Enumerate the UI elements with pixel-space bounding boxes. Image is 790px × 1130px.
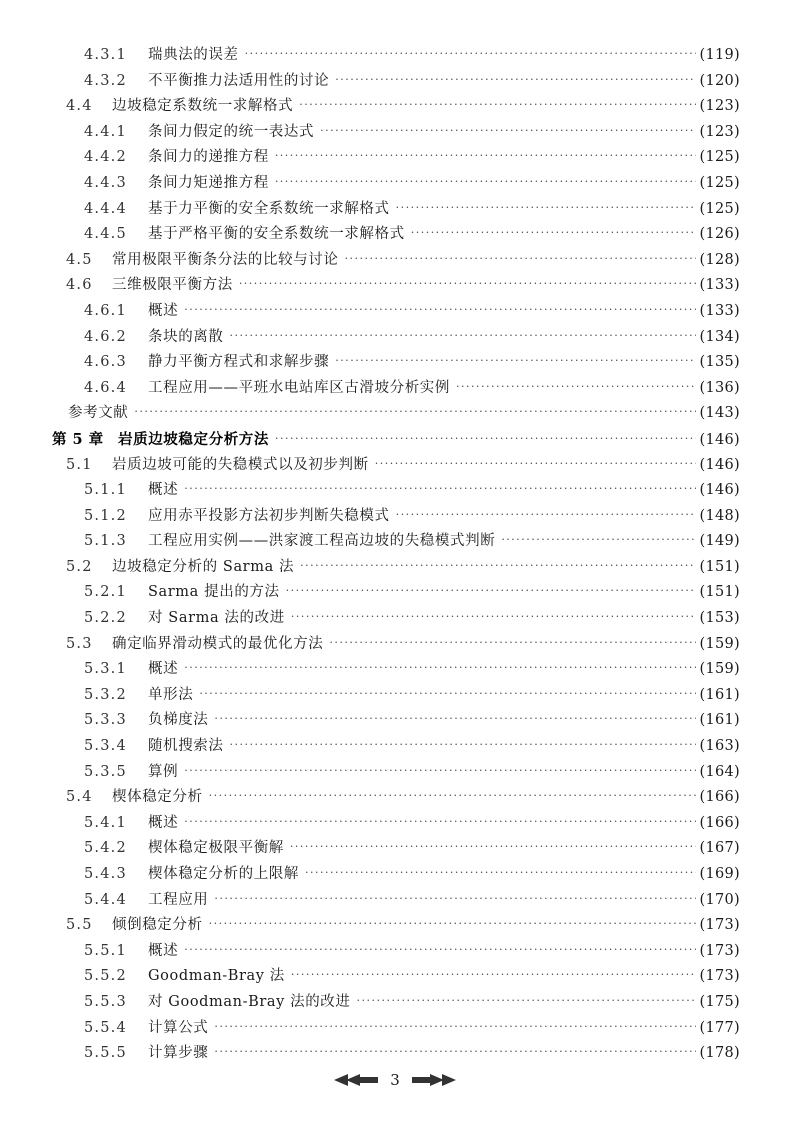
toc-entry-page: (166) xyxy=(699,789,740,806)
toc-entry-number: 5.2.1 xyxy=(84,584,127,601)
dot-leader xyxy=(184,299,695,323)
dot-leader xyxy=(335,350,695,374)
toc-entry-number: 4.6.4 xyxy=(84,379,127,396)
dot-leader xyxy=(275,171,696,195)
toc-entry-number: 5.4 xyxy=(66,789,93,806)
toc-entry xyxy=(52,453,740,479)
toc-entry-title: Sarma 提出的方法 xyxy=(148,584,280,601)
toc-entry-page: (148) xyxy=(699,507,740,524)
toc-entry-title: 概述 xyxy=(148,661,179,678)
toc-entry-number: 4.4.4 xyxy=(84,200,127,217)
toc-entry-number: 5.3.4 xyxy=(84,738,127,755)
toc-entry-page: (149) xyxy=(699,533,740,550)
toc-entry xyxy=(52,145,740,171)
toc-entry-page: (151) xyxy=(699,584,740,601)
toc-entry-page: (169) xyxy=(699,866,740,882)
toc-entry-title: 概述 xyxy=(148,942,179,959)
toc-entry-page: (146) xyxy=(699,431,740,448)
toc-entry-number: 4.5 xyxy=(66,251,93,268)
toc-entry-title: 单形法 xyxy=(148,686,194,703)
dot-leader xyxy=(375,453,696,477)
toc-entry-number: 4.6.2 xyxy=(84,328,127,345)
toc-entry-title: 随机搜索法 xyxy=(148,738,224,755)
page-number: 3 xyxy=(390,1071,400,1089)
dot-leader xyxy=(357,990,696,1014)
dot-leader xyxy=(199,683,695,707)
dot-leader xyxy=(184,939,695,963)
toc-entry-title: 边坡稳定分析的 Sarma 法 xyxy=(112,558,295,575)
toc-entry xyxy=(52,1016,740,1042)
toc-entry xyxy=(52,913,740,939)
toc-entry xyxy=(52,478,740,504)
toc-entry-page: (133) xyxy=(699,277,740,294)
toc-entry-number: 4.6.1 xyxy=(84,302,127,319)
toc-entry-title: 条间力的递推方程 xyxy=(148,149,269,166)
double-right-arrow-icon xyxy=(410,1073,456,1087)
toc-entry-title: 概述 xyxy=(148,482,179,499)
dot-leader xyxy=(230,325,696,349)
dot-leader xyxy=(329,632,695,656)
toc-entry-number: 5.1 xyxy=(66,456,93,473)
toc-entry-number: 5.1.1 xyxy=(84,482,127,499)
toc-entry-number: 5.1.2 xyxy=(84,507,127,524)
toc-entry-page: (161) xyxy=(699,712,740,729)
dot-leader xyxy=(245,43,696,67)
toc-entry xyxy=(52,248,740,274)
toc-entry-title: 边坡稳定系数统一求解格式 xyxy=(112,98,294,115)
toc-entry-number: 5.3 xyxy=(66,635,93,652)
toc-entry-page: (166) xyxy=(699,814,740,831)
toc-entry-title: 计算公式 xyxy=(148,1019,209,1036)
toc-entry xyxy=(52,325,740,351)
toc-entry-number: 5.3.2 xyxy=(84,686,127,703)
toc-entry-page: (177) xyxy=(699,1019,740,1036)
toc-entry xyxy=(52,504,740,530)
dot-leader xyxy=(184,760,695,784)
toc-entry xyxy=(52,734,740,760)
toc-entry-number: 5.4.1 xyxy=(84,814,127,831)
toc-entry xyxy=(52,836,740,862)
toc-entry xyxy=(52,43,740,69)
toc-entry xyxy=(52,376,740,402)
toc-entry-title: 参考文献 xyxy=(68,405,129,422)
toc-entry-number: 5.5.2 xyxy=(84,968,127,985)
toc-entry xyxy=(52,657,740,683)
toc-entry-page: (123) xyxy=(699,98,740,115)
page-footer xyxy=(0,1068,790,1092)
toc-entry xyxy=(52,811,740,837)
toc-entry-title: 对 Sarma 法的改进 xyxy=(148,610,285,627)
toc-entry xyxy=(52,964,740,990)
toc-entry xyxy=(52,120,740,146)
toc-entry-page: (178) xyxy=(699,1045,740,1062)
toc-entry-title: 基于力平衡的安全系数统一求解格式 xyxy=(148,200,390,217)
toc-entry xyxy=(52,401,740,427)
toc-entry xyxy=(52,197,740,223)
dot-leader xyxy=(209,913,696,937)
toc-entry xyxy=(52,990,740,1016)
table-of-contents xyxy=(52,43,740,1067)
toc-entry-page: (173) xyxy=(699,942,740,959)
toc-entry xyxy=(52,632,740,658)
toc-entry-number: 4.6.3 xyxy=(84,354,127,371)
toc-entry-number: 5.5.3 xyxy=(84,993,127,1010)
toc-entry-page: (164) xyxy=(699,763,740,780)
dot-leader xyxy=(184,657,695,681)
toc-entry-title: 常用极限平衡条分法的比较与讨论 xyxy=(112,251,339,268)
toc-entry-page: (128) xyxy=(699,251,740,268)
toc-entry-title: 倾倒稳定分析 xyxy=(112,917,203,934)
toc-entry xyxy=(52,69,740,95)
toc-entry-page: (151) xyxy=(699,558,740,575)
toc-entry-title: 三维极限平衡方法 xyxy=(112,277,233,294)
toc-entry-page: (163) xyxy=(699,738,740,755)
toc-entry-number: 5.3.3 xyxy=(84,712,127,729)
toc-entry-title: 瑞典法的误差 xyxy=(148,47,239,63)
dot-leader xyxy=(209,785,696,809)
toc-entry-page: (120) xyxy=(699,72,740,89)
toc-entry-title: 基于严格平衡的安全系数统一求解格式 xyxy=(148,226,405,243)
toc-entry-title: 工程应用——平班水电站库区古滑坡分析实例 xyxy=(148,379,450,396)
toc-entry-number: 4.6 xyxy=(66,277,93,294)
dot-leader xyxy=(214,1016,695,1040)
toc-entry-number: 4.4.1 xyxy=(84,123,127,140)
dot-leader xyxy=(275,427,696,452)
toc-entry-title: 楔体稳定分析的上限解 xyxy=(148,866,299,882)
toc-entry-number: 4.3.2 xyxy=(84,72,127,89)
toc-entry xyxy=(52,299,740,325)
toc-entry-number: 4.4.2 xyxy=(84,149,127,166)
dot-leader xyxy=(345,248,696,272)
dot-leader xyxy=(291,964,696,988)
toc-entry-page: (134) xyxy=(699,328,740,345)
dot-leader xyxy=(300,555,695,579)
toc-entry-page: (175) xyxy=(699,993,740,1010)
toc-entry xyxy=(52,785,740,811)
toc-entry-page: (136) xyxy=(699,379,740,396)
toc-entry-title: 应用赤平投影方法初步判断失稳模式 xyxy=(148,507,390,524)
toc-entry-title: 条块的离散 xyxy=(148,328,224,345)
dot-leader xyxy=(214,708,695,732)
toc-entry xyxy=(52,94,740,120)
dot-leader xyxy=(335,69,695,93)
toc-entry-number: 5.5.1 xyxy=(84,942,127,959)
dot-leader xyxy=(396,197,696,221)
toc-entry-title: 工程应用实例——洪家渡工程高边坡的失稳模式判断 xyxy=(148,533,496,550)
dot-leader xyxy=(291,606,696,630)
toc-entry xyxy=(52,350,740,376)
toc-entry-page: (125) xyxy=(699,174,740,191)
dot-leader xyxy=(214,1041,695,1065)
toc-entry-title: 条间力假定的统一表达式 xyxy=(148,123,315,140)
dot-leader xyxy=(396,504,696,528)
toc-entry-page: (119) xyxy=(699,47,740,63)
toc-entry xyxy=(52,529,740,555)
toc-entry-number: 5.2.2 xyxy=(84,610,127,627)
dot-leader xyxy=(214,888,695,912)
toc-entry-number: 5.3.1 xyxy=(84,661,127,678)
dot-leader xyxy=(299,94,695,118)
toc-entry-number: 5.1.3 xyxy=(84,533,127,550)
toc-entry-number: 第 5 章 xyxy=(52,430,104,448)
toc-entry-page: (173) xyxy=(699,968,740,985)
toc-entry-number: 5.5 xyxy=(66,917,93,934)
toc-entry-title: 楔体稳定极限平衡解 xyxy=(148,840,284,857)
toc-entry xyxy=(52,606,740,632)
toc-entry-page: (146) xyxy=(699,456,740,473)
toc-entry-title: 对 Goodman-Bray 法的改进 xyxy=(148,993,351,1010)
toc-entry-title: 楔体稳定分析 xyxy=(112,789,203,806)
toc-entry-title: 岩质边坡稳定分析方法 xyxy=(118,430,269,448)
toc-entry-page: (143) xyxy=(699,405,740,422)
toc-entry-page: (167) xyxy=(699,840,740,857)
toc-entry-page: (146) xyxy=(699,482,740,499)
toc-entry-number: 4.3.1 xyxy=(84,47,127,63)
toc-entry-title: 概述 xyxy=(148,302,179,319)
toc-entry-page: (125) xyxy=(699,200,740,217)
toc-entry-page: (125) xyxy=(699,149,740,166)
toc-entry-title: 工程应用 xyxy=(148,891,209,908)
toc-entry-number: 5.4.4 xyxy=(84,891,127,908)
dot-leader xyxy=(230,734,696,758)
toc-entry-page: (173) xyxy=(699,917,740,934)
dot-leader xyxy=(305,862,696,886)
toc-entry xyxy=(52,580,740,606)
dot-leader xyxy=(239,273,696,297)
dot-leader xyxy=(286,580,696,604)
toc-entry xyxy=(52,222,740,248)
toc-entry xyxy=(52,862,740,888)
toc-entry-title: 概述 xyxy=(148,814,179,831)
dot-leader xyxy=(320,120,695,144)
toc-entry-title: 不平衡推力法适用性的讨论 xyxy=(148,72,330,89)
toc-entry xyxy=(52,171,740,197)
toc-entry xyxy=(52,273,740,299)
toc-entry-number: 4.4.5 xyxy=(84,226,127,243)
toc-entry-number: 5.2 xyxy=(66,558,93,575)
toc-entry-number: 5.3.5 xyxy=(84,763,127,780)
toc-entry xyxy=(52,683,740,709)
toc-entry xyxy=(52,427,740,453)
toc-entry-number: 5.4.2 xyxy=(84,840,127,857)
toc-entry xyxy=(52,760,740,786)
toc-entry-title: 静力平衡方程式和求解步骤 xyxy=(148,354,330,371)
toc-entry-number: 4.4.3 xyxy=(84,174,127,191)
toc-entry-title: 确定临界滑动模式的最优化方法 xyxy=(112,635,324,652)
toc-entry-number: 4.4 xyxy=(66,98,93,115)
dot-leader xyxy=(275,145,696,169)
toc-entry xyxy=(52,555,740,581)
dot-leader xyxy=(501,529,695,553)
toc-entry-page: (153) xyxy=(699,610,740,627)
toc-entry-page: (123) xyxy=(699,123,740,140)
toc-entry-title: 负梯度法 xyxy=(148,712,209,729)
dot-leader xyxy=(456,376,696,400)
dot-leader xyxy=(290,836,696,860)
toc-entry-page: (159) xyxy=(699,635,740,652)
toc-entry-page: (126) xyxy=(699,226,740,243)
toc-entry-title: 算例 xyxy=(148,763,179,780)
toc-entry xyxy=(52,1041,740,1067)
toc-entry-title: 岩质边坡可能的失稳模式以及初步判断 xyxy=(112,456,369,473)
dot-leader xyxy=(184,478,695,502)
toc-entry-number: 5.5.4 xyxy=(84,1019,127,1036)
toc-entry-title: 计算步骤 xyxy=(148,1045,209,1062)
toc-entry-title: Goodman-Bray 法 xyxy=(148,968,285,985)
dot-leader xyxy=(134,401,695,425)
toc-entry-number: 5.4.3 xyxy=(84,866,127,882)
toc-entry-page: (170) xyxy=(699,891,740,908)
toc-entry xyxy=(52,708,740,734)
double-left-arrow-icon xyxy=(334,1073,380,1087)
dot-leader xyxy=(184,811,695,835)
toc-entry-page: (133) xyxy=(699,302,740,319)
dot-leader xyxy=(411,222,696,246)
toc-entry-page: (135) xyxy=(699,354,740,371)
toc-entry-page: (159) xyxy=(699,661,740,678)
toc-entry xyxy=(52,888,740,914)
toc-entry-title: 条间力矩递推方程 xyxy=(148,174,269,191)
toc-entry-page: (161) xyxy=(699,686,740,703)
toc-entry-number: 5.5.5 xyxy=(84,1045,127,1062)
toc-entry xyxy=(52,939,740,965)
